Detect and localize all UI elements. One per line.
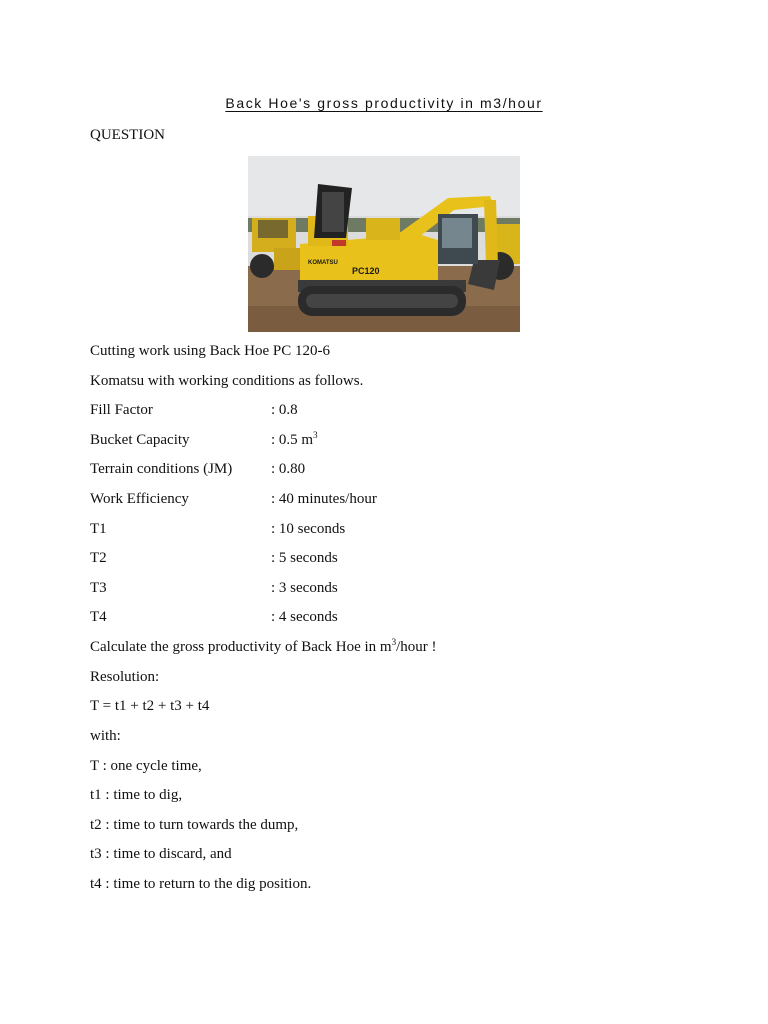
intro-line-2: Komatsu with working conditions as follows. bbox=[90, 373, 364, 389]
unit-superscript: 3 bbox=[313, 430, 318, 440]
parameter-label: Terrain conditions (JM) bbox=[90, 461, 233, 477]
parameter-label: Work Efficiency bbox=[90, 491, 189, 507]
decal-brand: KOMATSU bbox=[308, 260, 338, 266]
parameter-row bbox=[90, 609, 650, 629]
parameter-label: Bucket Capacity bbox=[90, 432, 190, 448]
decal-model: PC120 bbox=[352, 266, 380, 276]
parameter-row bbox=[90, 432, 650, 452]
parameter-value: : 0.5 $m^3$ bbox=[271, 430, 318, 448]
intro-line-1: Cutting work using Back Hoe PC 120-6 bbox=[90, 343, 330, 359]
definition-line: t4 : time to return to the dig position. bbox=[90, 876, 312, 892]
with-label: with: bbox=[90, 728, 121, 744]
document-title: Back Hoe's gross productivity in m3/hour bbox=[225, 95, 543, 111]
parameter-value: : 0.80 bbox=[271, 461, 306, 477]
parameter-row bbox=[90, 521, 650, 541]
definition-line: T : one cycle time, bbox=[90, 758, 202, 774]
parameter-label: T1 bbox=[90, 521, 107, 537]
parameter-label: T4 bbox=[90, 609, 107, 625]
parameter-value: : 40 minutes/hour bbox=[271, 491, 377, 507]
definition-line: t2 : time to turn towards the dump, bbox=[90, 817, 299, 833]
cycle-formula: T = t1 + t2 + t3 + t4 bbox=[90, 698, 210, 714]
parameter-value: : 10 seconds bbox=[271, 521, 346, 537]
parameter-row bbox=[90, 461, 650, 481]
parameter-value: : 3 seconds bbox=[271, 580, 338, 596]
resolution-heading: Resolution: bbox=[90, 669, 160, 685]
calculate-instruction: Calculate the gross productivity of Back Hoe in $m^3$/hour ! bbox=[90, 637, 437, 655]
excavator-photo bbox=[248, 156, 520, 332]
parameter-value: : 0.8 bbox=[271, 402, 298, 418]
definition-line: t3 : time to discard, and bbox=[90, 846, 232, 862]
parameter-row bbox=[90, 580, 650, 600]
parameter-label: T3 bbox=[90, 580, 107, 596]
parameter-value: : 4 seconds bbox=[271, 609, 338, 625]
parameter-value: : 5 seconds bbox=[271, 550, 338, 566]
parameter-label: T2 bbox=[90, 550, 107, 566]
definition-line: t1 : time to dig, bbox=[90, 787, 183, 803]
parameter-row bbox=[90, 402, 650, 422]
parameter-label: Fill Factor bbox=[90, 402, 153, 418]
parameter-row bbox=[90, 491, 650, 511]
parameter-row bbox=[90, 550, 650, 570]
question-heading: QUESTION bbox=[90, 127, 165, 143]
